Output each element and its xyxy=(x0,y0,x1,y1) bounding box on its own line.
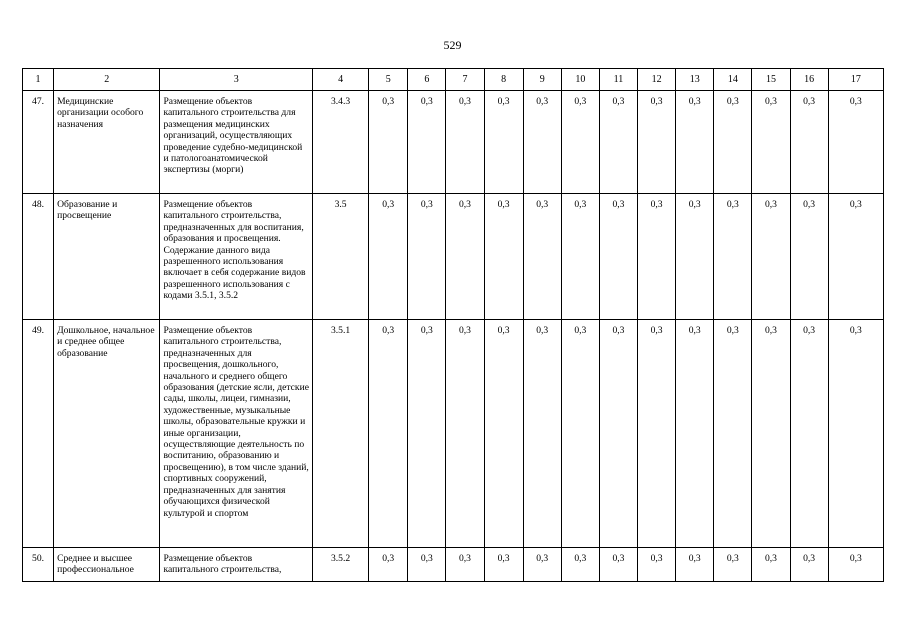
value-cell: 0,3 xyxy=(369,548,408,582)
value-cell: 0,3 xyxy=(638,320,676,548)
value-cell: 0,3 xyxy=(752,548,790,582)
column-header: 15 xyxy=(752,69,790,91)
row-index-cell: 48. xyxy=(23,194,54,320)
value-cell: 0,3 xyxy=(369,320,408,548)
value-cell: 0,3 xyxy=(828,548,883,582)
column-header: 17 xyxy=(828,69,883,91)
value-cell: 0,3 xyxy=(408,548,446,582)
value-cell: 0,3 xyxy=(638,91,676,194)
value-cell: 0,3 xyxy=(484,320,523,548)
row-description-cell: Размещение объектов капитального строительства, предназначенных для воспитания, образования и просвещения. Содержание данного вида разрешенного использования включает в себя содержание видов разрешенного использования с кодами 3.5.1, 3.5.2 xyxy=(160,194,313,320)
row-description-cell: Размещение объектов капитального строительства, xyxy=(160,548,313,582)
column-header: 2 xyxy=(54,69,160,91)
value-cell: 0,3 xyxy=(561,548,599,582)
value-cell: 0,3 xyxy=(446,320,484,548)
value-cell: 0,3 xyxy=(523,91,561,194)
value-cell: 0,3 xyxy=(408,91,446,194)
row-index-cell: 49. xyxy=(23,320,54,548)
table-row xyxy=(23,194,884,320)
value-cell: 0,3 xyxy=(484,194,523,320)
row-code-cell: 3.4.3 xyxy=(312,91,368,194)
column-header: 14 xyxy=(714,69,752,91)
row-code-cell: 3.5.1 xyxy=(312,320,368,548)
value-cell: 0,3 xyxy=(714,548,752,582)
value-cell: 0,3 xyxy=(676,320,714,548)
value-cell: 0,3 xyxy=(446,91,484,194)
header-row xyxy=(23,69,884,91)
value-cell: 0,3 xyxy=(446,194,484,320)
value-cell: 0,3 xyxy=(484,548,523,582)
row-index-cell: 47. xyxy=(23,91,54,194)
value-cell: 0,3 xyxy=(408,320,446,548)
value-cell: 0,3 xyxy=(523,194,561,320)
value-cell: 0,3 xyxy=(484,91,523,194)
row-name-cell: Среднее и высшее профессиональное xyxy=(54,548,160,582)
column-header: 10 xyxy=(561,69,599,91)
value-cell: 0,3 xyxy=(408,194,446,320)
value-cell: 0,3 xyxy=(599,194,637,320)
row-name-cell: Дошкольное, начальное и среднее общее образование xyxy=(54,320,160,548)
table-row xyxy=(23,548,884,582)
row-description-cell: Размещение объектов капитального строительства для размещения медицинских организаций, осуществляющих проведение судебно-медицинской и патологоанатомической экспертизы (морги) xyxy=(160,91,313,194)
value-cell: 0,3 xyxy=(676,194,714,320)
column-header: 12 xyxy=(638,69,676,91)
value-cell: 0,3 xyxy=(714,194,752,320)
value-cell: 0,3 xyxy=(369,194,408,320)
value-cell: 0,3 xyxy=(561,194,599,320)
row-name-cell: Образование и просвещение xyxy=(54,194,160,320)
value-cell: 0,3 xyxy=(714,91,752,194)
row-description-cell: Размещение объектов капитального строительства, предназначенных для просвещения, дошкольного, начального и среднего общего образования (детские ясли, детские сады, школы, лицеи, гимназии, художественные, музыкальные школы, образовательные кружки и иные организации, осуществляющие деятельность по воспитанию, образованию и просвещению), в том числе зданий, спортивных сооружений, предназначенных для занятия обучающихся физической культурой и спортом xyxy=(160,320,313,548)
value-cell: 0,3 xyxy=(599,91,637,194)
value-cell: 0,3 xyxy=(752,194,790,320)
value-cell: 0,3 xyxy=(446,548,484,582)
value-cell: 0,3 xyxy=(599,320,637,548)
table-row xyxy=(23,320,884,548)
value-cell: 0,3 xyxy=(828,320,883,548)
column-header: 8 xyxy=(484,69,523,91)
value-cell: 0,3 xyxy=(638,194,676,320)
value-cell: 0,3 xyxy=(599,548,637,582)
row-code-cell: 3.5 xyxy=(312,194,368,320)
column-header: 4 xyxy=(312,69,368,91)
column-header: 13 xyxy=(676,69,714,91)
value-cell: 0,3 xyxy=(561,91,599,194)
value-cell: 0,3 xyxy=(790,320,828,548)
value-cell: 0,3 xyxy=(828,194,883,320)
column-header: 16 xyxy=(790,69,828,91)
row-index-cell: 50. xyxy=(23,548,54,582)
column-header: 7 xyxy=(446,69,484,91)
table-row xyxy=(23,91,884,194)
value-cell: 0,3 xyxy=(369,91,408,194)
row-code-cell: 3.5.2 xyxy=(312,548,368,582)
column-header: 5 xyxy=(369,69,408,91)
value-cell: 0,3 xyxy=(790,194,828,320)
value-cell: 0,3 xyxy=(714,320,752,548)
value-cell: 0,3 xyxy=(676,91,714,194)
value-cell: 0,3 xyxy=(523,548,561,582)
regulations-table xyxy=(22,68,884,582)
column-header: 11 xyxy=(599,69,637,91)
value-cell: 0,3 xyxy=(561,320,599,548)
value-cell: 0,3 xyxy=(828,91,883,194)
column-header: 1 xyxy=(23,69,54,91)
column-header: 9 xyxy=(523,69,561,91)
value-cell: 0,3 xyxy=(676,548,714,582)
page-number: 529 xyxy=(443,38,462,52)
value-cell: 0,3 xyxy=(523,320,561,548)
value-cell: 0,3 xyxy=(790,548,828,582)
value-cell: 0,3 xyxy=(638,548,676,582)
value-cell: 0,3 xyxy=(752,320,790,548)
value-cell: 0,3 xyxy=(752,91,790,194)
row-name-cell: Медицинские организации особого назначения xyxy=(54,91,160,194)
column-header: 3 xyxy=(160,69,313,91)
value-cell: 0,3 xyxy=(790,91,828,194)
column-header: 6 xyxy=(408,69,446,91)
